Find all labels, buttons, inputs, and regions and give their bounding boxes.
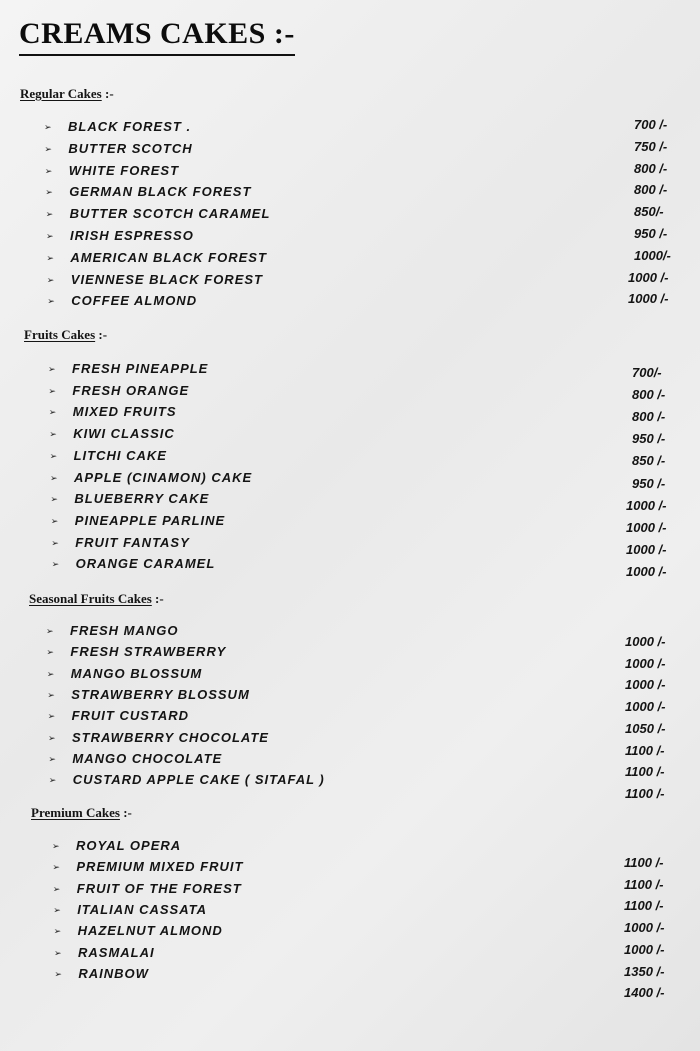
menu-item-name: BLACK FOREST . [68,119,192,134]
menu-item-name: ITALIAN CASSATA [77,901,208,917]
arrowhead-bullet-icon: ➢ [47,711,56,722]
arrowhead-bullet-icon: ➢ [48,364,56,374]
menu-item [46,620,179,642]
menu-item-price: 700 /- [634,117,668,132]
menu-item-price: 1000 /- [626,563,667,579]
menu-item-price: 700/- [632,365,662,380]
menu-item-name: FRUIT CUSTARD [71,708,190,724]
arrowhead-bullet-icon: ➢ [47,296,55,307]
menu-item [53,878,242,900]
menu-item-price: 850/- [634,204,664,220]
arrowhead-bullet-icon: ➢ [52,862,60,873]
page-title: CREAMS CAKES :- [19,14,295,56]
menu-item-price: 800 /- [634,182,668,198]
menu-item-name: FRESH PINEAPPLE [72,361,209,376]
menu-item-price: 800 /- [632,387,666,403]
arrowhead-bullet-icon: ➢ [53,904,61,915]
arrowhead-bullet-icon: ➢ [53,926,62,937]
menu-item [52,553,216,575]
menu-item-price: 1000 /- [625,655,666,671]
arrowhead-bullet-icon: ➢ [46,231,54,241]
menu-item [44,116,191,138]
section-heading-label: Seasonal Fruits Cakes [29,591,152,606]
arrowhead-bullet-icon: ➢ [45,187,53,198]
menu-item-name: BLUEBERRY CAKE [74,491,210,507]
menu-item-name: RASMALAI [78,944,155,960]
menu-item-name: ORANGE CARAMEL [75,556,216,572]
menu-item-name: FRUIT OF THE FOREST [76,880,242,896]
menu-item [49,401,177,423]
menu-item-name: FRUIT FANTASY [75,534,190,550]
arrowhead-bullet-icon: ➢ [47,689,55,700]
menu-item-price: 1100 /- [624,876,664,892]
arrowhead-bullet-icon: ➢ [49,450,58,461]
menu-item-name: RAINBOW [78,965,149,981]
menu-item-price: 1100 /- [624,898,664,914]
menu-item-price: 850 /- [632,453,666,469]
menu-item-name: BUTTER SCOTCH CARAMEL [69,206,271,222]
menu-item-price: 800 /- [632,409,666,425]
arrowhead-bullet-icon: ➢ [46,668,55,679]
menu-item [44,138,192,160]
menu-item-name: LITCHI CAKE [73,447,167,463]
menu-item-name: MANGO BLOSSUM [70,665,203,681]
menu-item [48,705,189,727]
menu-item-name: GERMAN BLACK FOREST [69,184,252,200]
menu-item-name: COFFEE ALMOND [71,293,198,309]
arrowhead-bullet-icon: ➢ [46,274,55,285]
menu-item-price: 1100 /- [625,742,665,758]
menu-item-name: PINEAPPLE PARLINE [74,512,226,528]
menu-item-price: 1100 /- [624,855,664,870]
menu-item-price: 1000 /- [625,634,666,649]
arrowhead-bullet-icon: ➢ [48,775,57,786]
section-heading-suffix: :- [151,591,164,606]
arrowhead-bullet-icon: ➢ [48,753,56,764]
arrowhead-bullet-icon: ➢ [52,841,60,851]
menu-item [52,835,181,857]
section-heading-label: Fruits Cakes [24,327,96,342]
arrowhead-bullet-icon: ➢ [48,407,57,418]
arrowhead-bullet-icon: ➢ [51,559,60,570]
menu-item-name: STRAWBERRY BLOSSUM [71,686,250,702]
menu-item-price: 1000 /- [624,941,665,957]
section-heading-label: Regular Cakes [20,86,102,101]
menu-item-price: 950 /- [632,475,666,491]
menu-item [45,181,251,203]
menu-item-price: 1000/- [634,247,671,263]
arrowhead-bullet-icon: ➢ [44,122,52,132]
menu-item-price: 1000 /- [625,699,666,715]
menu-item-name: FRESH STRAWBERRY [70,644,227,660]
section-heading-premium [31,805,132,821]
menu-item-name: BUTTER SCOTCH [68,140,193,156]
menu-item [51,510,225,532]
section-heading-fruits [24,327,107,343]
section-heading-seasonal [29,591,164,607]
menu-item [53,899,207,921]
menu-item-name: WHITE FOREST [68,162,180,178]
arrowhead-bullet-icon: ➢ [54,947,62,958]
menu-item-name: KIWI CLASSIC [73,426,175,442]
arrowhead-bullet-icon: ➢ [45,209,54,220]
arrowhead-bullet-icon: ➢ [44,143,52,154]
menu-item [47,269,263,291]
arrowhead-bullet-icon: ➢ [46,252,54,263]
menu-item [48,358,208,380]
menu-item-name: FRESH MANGO [70,623,179,638]
menu-item [47,290,197,312]
menu-item [46,247,267,269]
arrowhead-bullet-icon: ➢ [51,537,59,548]
menu-item-price: 1000 /- [628,291,669,307]
menu-item-price: 800 /- [634,160,668,176]
menu-item [45,160,179,182]
arrowhead-bullet-icon: ➢ [44,165,53,176]
menu-item [51,532,190,554]
menu-item [49,423,175,445]
menu-item [47,663,202,685]
menu-item-name: CUSTARD APPLE CAKE ( SITAFAL ) [72,772,325,788]
menu-item-price: 1000 /- [626,519,667,535]
menu-item-price: 1100 /- [625,764,665,780]
menu-item-price: 1000 /- [624,920,665,936]
menu-item-price: 1400 /- [624,985,665,1001]
menu-item-price: 1000 /- [628,269,669,285]
section-heading-suffix: :- [119,805,132,820]
menu-item [50,467,252,489]
menu-item-name: AMERICAN BLACK FOREST [70,249,267,265]
menu-item-price: 750 /- [634,138,668,154]
menu-item [50,488,209,510]
menu-item-name: HAZELNUT ALMOND [77,923,223,939]
menu-item-price: 950 /- [632,431,666,447]
menu-item-name: APPLE (CINAMON) CAKE [74,469,253,485]
menu-item-price: 1050 /- [625,720,666,736]
arrowhead-bullet-icon: ➢ [50,515,59,526]
menu-item [46,225,194,247]
menu-item-name: MIXED FRUITS [72,404,177,420]
menu-item-name: FRESH ORANGE [72,382,190,398]
menu-item [47,684,250,706]
arrowhead-bullet-icon: ➢ [52,883,61,894]
menu-item-price: 1000 /- [626,541,667,557]
menu-item-price: 1100 /- [625,785,665,801]
menu-item [49,769,325,791]
section-heading-label: Premium Cakes [31,805,120,820]
menu-item-name: ROYAL OPERA [76,838,182,853]
menu-item-name: MANGO CHOCOLATE [72,750,223,766]
menu-item [52,856,243,878]
menu-item-price: 1350 /- [624,963,665,979]
menu-item [54,963,149,985]
arrowhead-bullet-icon: ➢ [50,494,58,505]
menu-item-name: VIENNESE BLACK FOREST [70,271,263,287]
arrowhead-bullet-icon: ➢ [46,626,54,636]
menu-item [54,920,223,942]
menu-item-price: 1000 /- [626,497,667,513]
menu-item [54,942,155,964]
section-heading-regular [20,86,114,102]
arrowhead-bullet-icon: ➢ [48,385,56,396]
menu-item-price: 1000 /- [625,677,666,693]
menu-item-price: 950 /- [634,226,668,241]
arrowhead-bullet-icon: ➢ [49,429,57,440]
menu-item-name: IRISH ESPRESSO [70,228,194,243]
menu-item-name: PREMIUM MIXED FRUIT [76,859,244,875]
section-heading-suffix: :- [101,86,114,101]
menu-item [48,380,189,402]
arrowhead-bullet-icon: ➢ [48,732,56,743]
arrowhead-bullet-icon: ➢ [54,968,62,979]
menu-item [48,748,222,770]
menu-item [50,445,167,467]
menu-item [46,641,226,663]
section-heading-suffix: :- [95,327,108,342]
menu-item [46,203,271,225]
arrowhead-bullet-icon: ➢ [50,472,58,483]
menu-item-name: STRAWBERRY CHOCOLATE [72,729,269,745]
arrowhead-bullet-icon: ➢ [46,647,54,658]
menu-item [48,727,269,749]
